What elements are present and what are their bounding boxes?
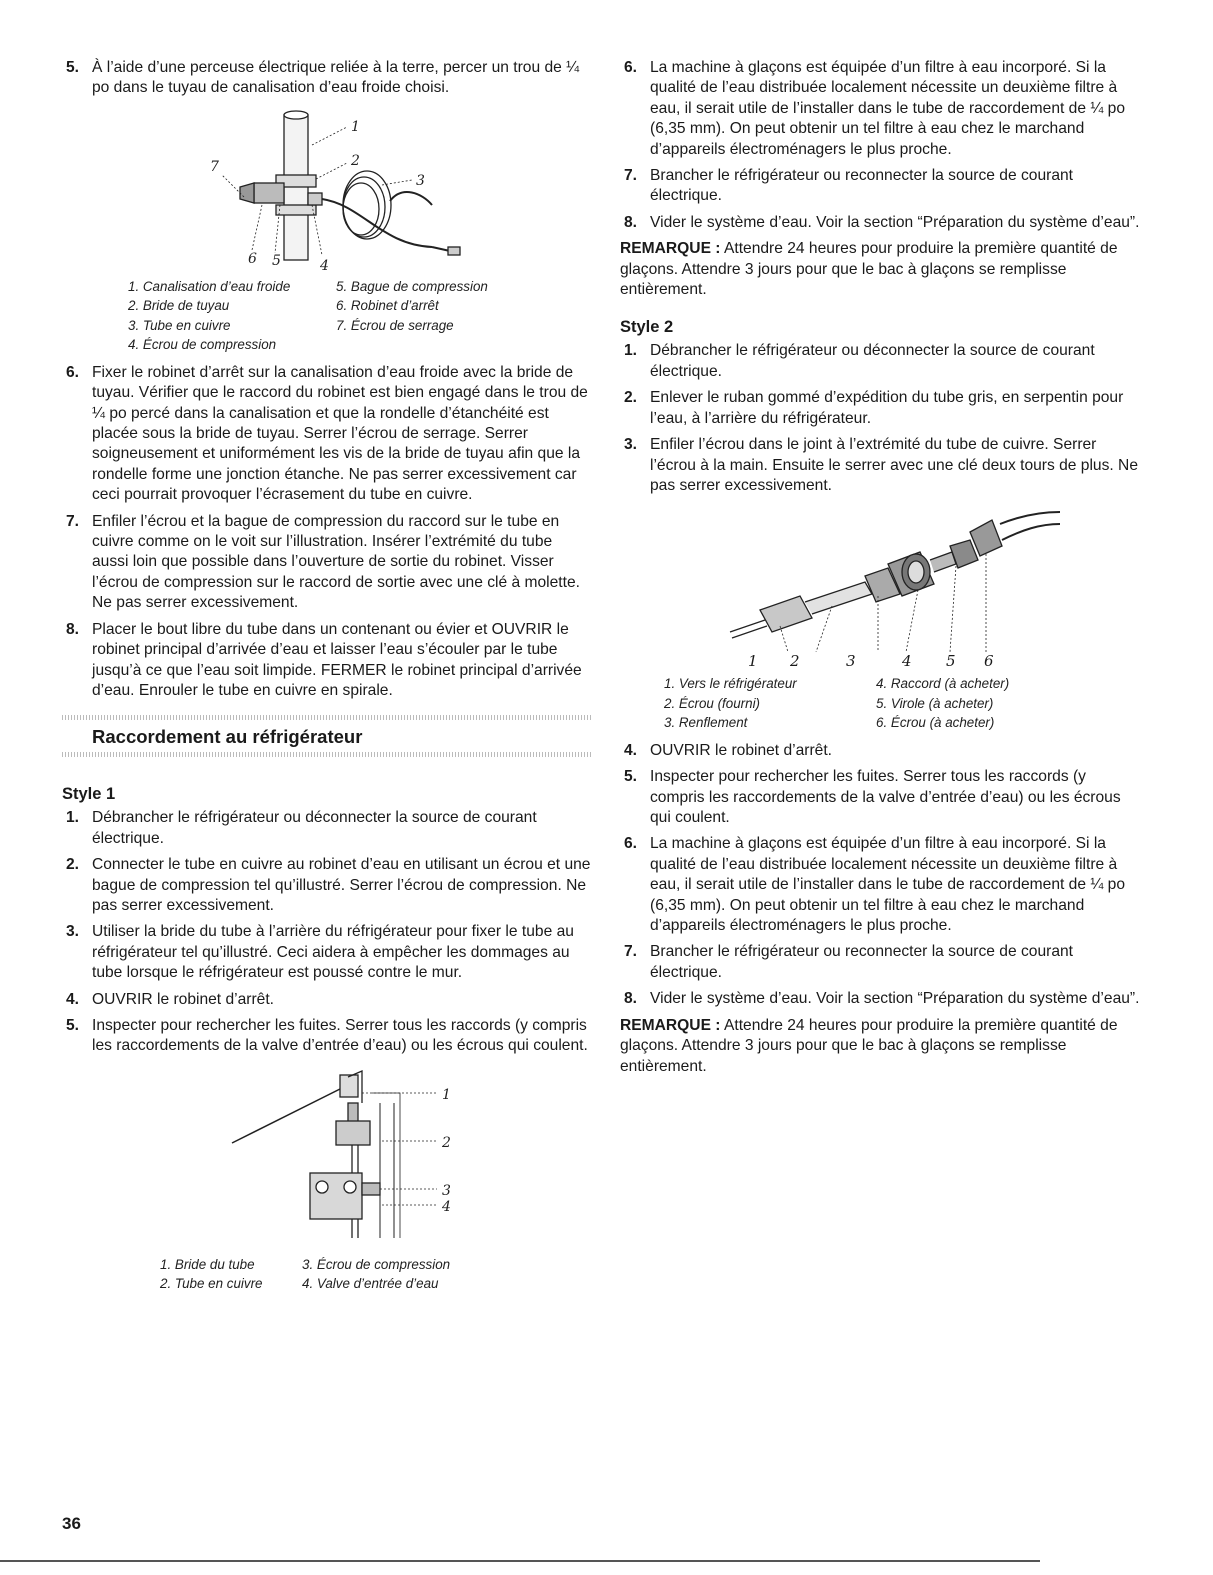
remark-note — [620, 239, 1142, 300]
legend-item: 5. Bague de compression — [336, 278, 488, 294]
step-item — [620, 834, 1142, 936]
step-number: 2. — [66, 856, 80, 874]
step-text: OUVRIR le robinet d’arrêt. — [92, 990, 274, 1008]
legend-item: 5. Virole (à acheter) — [876, 695, 994, 711]
fig2-legend — [664, 674, 1142, 733]
callout-1: 1 — [442, 1086, 451, 1103]
step-number: 4. — [624, 741, 638, 759]
step-number: 2. — [624, 389, 638, 407]
remark-label: REMARQUE : — [620, 240, 721, 258]
step-text: Inspecter pour rechercher les fuites. Serrer tous les raccords (y compris les raccordements de la valve d’entrée d’eau) ou les écrous qui coulent. — [650, 768, 1121, 827]
legend-item: 1. Bride du tube — [160, 1256, 255, 1272]
section-divider-bottom — [62, 752, 592, 757]
step-number: 6. — [624, 59, 638, 76]
step-number: 8. — [66, 620, 80, 638]
step-text: La machine à glaçons est équipée d’un filtre à eau incorporé. Si la qualité de l’eau distribuée localement nécessite un deuxième filtre à eau, il serait utile de l’installer dans le tube de raccordement de ¼ po (6,35 mm). On peut obtenir un tel filtre à eau chez le marchand d’appareils électroménagers le plus proche. — [650, 59, 1126, 158]
step-item — [620, 166, 1142, 207]
step-number: 6. — [624, 835, 638, 853]
step-item — [62, 512, 592, 614]
step-text: La machine à glaçons est équipée d’un filtre à eau incorporé. Si la qualité de l’eau distribuée localement nécessite un deuxième filtre à eau, il serait utile de l’installer dans le tube de raccordement de ¼ po (6,35 mm). On peut obtenir un tel filtre à eau chez le marchand d’appareils électroménagers le plus proche. — [650, 835, 1126, 935]
steps-shutoff — [62, 363, 592, 702]
callout-2: 2 — [351, 152, 360, 169]
step-text: Fixer le robinet d’arrêt sur la canalisation d’eau froide avec la bride de tuyau. Vérifier que le raccord du robinet est bien engagé dans le trou de ¼ po percé dans la canalisation et que la rondelle d’étanchéité est placée sous la bride de tuyau. Serrer l’écrou de serrage. Serrer soigneusement et uniformément les vis de la bride de tuyau afin que la rondelle forme une jonction étanche. Ne pas serrer excessivement car ceci pourrait provoquer l’écrasement du tube en cuivre. — [92, 363, 588, 504]
step-text: Enfiler l’écrou et la bague de compression du raccord sur le tube en cuivre comme on le voit sur l’illustration. Insérer l’extrémité du tube aussi loin que possible dans l’ouverture de sortie du robinet. Visser l’écrou de compression sur le raccord de sortie avec une clé à molette. Ne pas serrer excessivement. — [92, 512, 580, 612]
legend-item: 2. Écrou (fourni) — [664, 695, 761, 711]
section-title: Raccordement au réfrigérateur — [92, 726, 363, 748]
remark-note — [620, 1016, 1142, 1077]
step-number: 1. — [66, 809, 80, 827]
fig2-callouts — [620, 652, 1142, 672]
legend-item: 2. Tube en cuivre — [160, 1276, 263, 1292]
step-number: 8. — [624, 990, 638, 1008]
tube-clamp-figure — [62, 1063, 592, 1253]
step-number: 8. — [624, 213, 638, 231]
step-number: 7. — [624, 167, 638, 185]
step-text: Brancher le réfrigérateur ou reconnecter la source de courant électrique. — [650, 167, 1073, 205]
step-text: Débrancher le réfrigérateur ou déconnecter la source de courant électrique. — [92, 809, 537, 847]
step-number: 5. — [66, 59, 80, 76]
footer-rule — [0, 1560, 1040, 1562]
step-item — [62, 990, 592, 1010]
legend-item: 4. Raccord (à acheter) — [876, 676, 1010, 692]
step-text: Utiliser la bride du tube à l’arrière du réfrigérateur pour fixer le tube au réfrigérateur tel qu’illustré. Ceci aidera à empêcher les dommages au tube lorsque le réfrigérateur est poussé contre le mur. — [92, 923, 574, 982]
step-item — [62, 1016, 592, 1057]
legend-item: 1. Vers le réfrigérateur — [664, 676, 797, 692]
callout-1: 1 — [748, 652, 758, 671]
remark-text: Attendre 24 heures pour produire la première quantité de glaçons. Attendre 3 jours pour que le bac à glaçons se remplisse entièrement. — [620, 1016, 1118, 1075]
callout-6: 6 — [248, 250, 257, 267]
callout-5: 5 — [272, 252, 281, 269]
fig1-legend — [128, 277, 592, 355]
right-column — [620, 58, 1142, 1087]
callout-4: 4 — [902, 652, 912, 671]
step-number: 7. — [66, 512, 80, 530]
step-item — [62, 855, 592, 916]
step-item — [62, 363, 592, 506]
remark-text: Attendre 24 heures pour produire la première quantité de glaçons. Attendre 3 jours pour que le bac à glaçons se remplisse entièrement. — [620, 240, 1118, 299]
step-text: Brancher le réfrigérateur ou reconnecter la source de courant électrique. — [650, 943, 1073, 981]
callout-6: 6 — [984, 652, 994, 671]
legend-item: 2. Bride de tuyau — [128, 298, 230, 314]
page-number: 36 — [62, 1514, 81, 1533]
step-text: Placer le bout libre du tube dans un contenant ou évier et OUVRIR le robinet principal d’arrivée d’eau et laisser l’eau s’écouler par le tube jusqu’à ce que l’eau soit limpide. FERMER le robinet principal d’arrivée d’eau. Enrouler le tube en cuivre en spirale. — [92, 620, 582, 699]
step-text: Vider le système d’eau. Voir la section “Préparation du système d’eau”. — [650, 213, 1140, 231]
fig3-legend — [160, 1255, 592, 1294]
legend-item — [336, 335, 556, 355]
step-item — [62, 620, 592, 702]
step-text: Enfiler l’écrou dans le joint à l’extrémité du tube de cuivre. Serrer l’écrou à la main. Ensuite le serrer avec une clé deux tours de plus. Ne pas serrer excessivement. — [650, 436, 1138, 494]
section-header — [62, 715, 592, 757]
style2-heading: Style 2 — [620, 318, 674, 337]
step-item — [620, 989, 1142, 1009]
step-item — [62, 922, 592, 983]
step-number: 1. — [624, 342, 638, 360]
step-item — [620, 741, 1142, 761]
callout-5: 5 — [946, 652, 956, 671]
callout-4: 4 — [442, 1198, 451, 1215]
step-text: Enlever le ruban gommé d’expédition du tube gris, en serpentin pour l’eau, à l’arrière du réfrigérateur. — [650, 389, 1124, 427]
legend-item: 7. Écrou de serrage — [336, 317, 454, 333]
fitting-connection-figure — [620, 502, 1142, 652]
callout-1: 1 — [351, 118, 360, 135]
shutoff-valve-figure — [62, 105, 592, 275]
step-text: OUVRIR le robinet d’arrêt. — [650, 741, 832, 759]
step-item — [620, 341, 1142, 382]
step-item — [620, 388, 1142, 429]
legend-item: 1. Canalisation d’eau froide — [128, 278, 291, 294]
step-number: 7. — [624, 943, 638, 961]
step-number: 5. — [624, 768, 638, 786]
left-column — [62, 58, 592, 1302]
step-item — [62, 58, 592, 99]
step-text: Vider le système d’eau. Voir la section “Préparation du système d’eau”. — [650, 990, 1140, 1008]
legend-item: 3. Renflement — [664, 715, 748, 731]
callout-3: 3 — [442, 1182, 451, 1199]
step-number: 4. — [66, 990, 80, 1008]
callout-3: 3 — [416, 172, 425, 189]
remark-label: REMARQUE : — [620, 1016, 721, 1034]
step-text: Débrancher le réfrigérateur ou déconnecter la source de courant électrique. — [650, 342, 1095, 380]
step-item — [620, 942, 1142, 983]
legend-item: 3. Écrou de compression — [302, 1256, 451, 1272]
steps-style2-continued — [620, 741, 1142, 1010]
callout-4: 4 — [320, 257, 329, 274]
steps-style1-continued — [620, 58, 1142, 233]
legend-item: 4. Valve d’entrée d’eau — [302, 1276, 439, 1292]
step-number: 3. — [66, 923, 80, 941]
callout-7: 7 — [210, 158, 219, 175]
legend-item: 6. Écrou (à acheter) — [876, 715, 995, 731]
callout-2: 2 — [442, 1134, 451, 1151]
step-text: À l’aide d’une perceuse électrique reliée à la terre, percer un trou de ¼ po dans le tuyau de canalisation d’eau froide choisi. — [92, 59, 580, 97]
step-item — [620, 58, 1142, 160]
legend-item: 3. Tube en cuivre — [128, 317, 231, 333]
style1-heading: Style 1 — [62, 785, 116, 804]
step-item — [620, 213, 1142, 233]
steps-style1 — [62, 808, 592, 1056]
step-number: 6. — [66, 363, 80, 381]
step-item — [620, 435, 1142, 496]
callout-3: 3 — [846, 652, 856, 671]
step-item — [62, 808, 592, 849]
step-text: Inspecter pour rechercher les fuites. Serrer tous les raccords (y compris les raccordements de la valve d’entrée d’eau) ou les écrous qui coulent. — [92, 1016, 588, 1055]
steps-style2 — [620, 341, 1142, 496]
legend-item: 6. Robinet d’arrêt — [336, 298, 439, 314]
steps-drilling — [62, 58, 592, 99]
legend-item: 4. Écrou de compression — [128, 337, 277, 353]
step-item — [620, 767, 1142, 828]
step-text: Connecter le tube en cuivre au robinet d’eau en utilisant un écrou et une bague de compression tel qu’illustré. Serrer l’écrou de compression. Ne pas serrer excessivement. — [92, 856, 591, 914]
step-number: 3. — [624, 436, 638, 454]
callout-2: 2 — [790, 652, 800, 671]
step-number: 5. — [66, 1016, 80, 1034]
